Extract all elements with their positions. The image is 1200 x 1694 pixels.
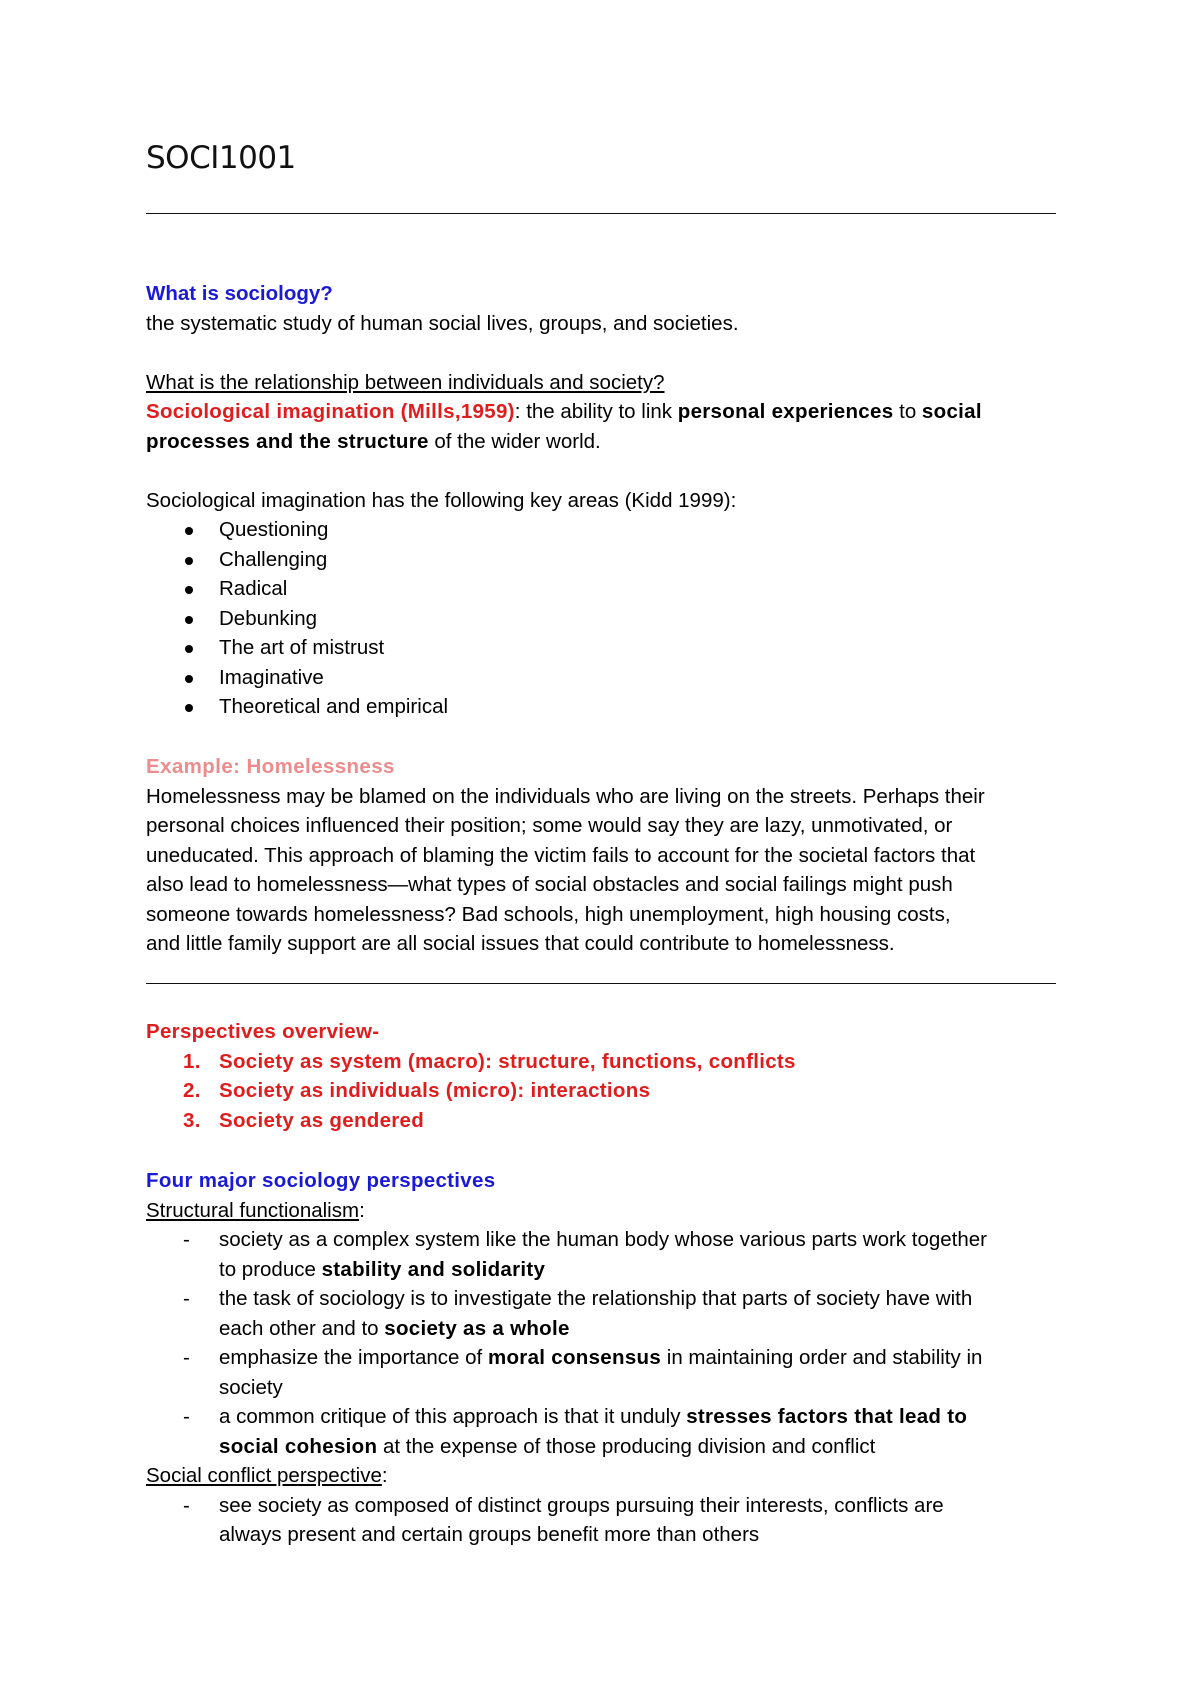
key-areas-list [146, 515, 1066, 722]
definition-text: the systematic study of human social lives, groups, and societies. [146, 311, 739, 335]
example-line: personal choices influenced their position; some would say they are lazy, unmotivated, or [146, 814, 953, 837]
section-perspectives-overview [146, 1017, 1066, 1135]
list-item: 1. Society as system (macro): structure, functions, conflicts [183, 1049, 796, 1073]
list-item: Imaginative [146, 663, 1066, 693]
perspectives-heading: Perspectives overview- [146, 1020, 380, 1043]
example-line: also lead to homelessness—what types of social obstacles and social failings might push [146, 873, 953, 896]
example-heading: Example: Homelessness [146, 755, 395, 778]
list-item: - society as a complex system like the human body whose various parts work together to produce stability and solidarity [183, 1228, 987, 1281]
list-item: Theoretical and empirical [146, 692, 1066, 722]
list-item: - a common critique of this approach is that it unduly stresses factors that lead to social cohesion at the expense of those producing division and conflict [183, 1405, 968, 1458]
imagination-line-2: processes and the structure of the wider world. [146, 429, 601, 453]
structural-list [146, 1225, 1066, 1461]
example-line: someone towards homelessness? Bad schools, high unemployment, high housing costs, [146, 902, 951, 926]
list-item: Debunking [146, 604, 1066, 634]
list-item: 2. Society as individuals (micro): interactions [183, 1079, 651, 1102]
divider [146, 213, 1056, 214]
imagination-line-1: Sociological imagination (Mills,1959): the ability to link personal experiences to social [146, 400, 982, 423]
list-item: Challenging [146, 545, 1066, 575]
example-line: and little family support are all social issues that could contribute to homelessness. [146, 932, 895, 955]
perspectives-list [146, 1047, 1066, 1136]
list-item: 3. Society as gendered [183, 1108, 425, 1132]
section-four-major [146, 1166, 1066, 1550]
section-example [146, 752, 1066, 959]
conflict-label: Social conflict perspective [146, 1464, 382, 1487]
four-major-heading: Four major sociology perspectives [146, 1169, 496, 1192]
structural-label: Structural functionalism [146, 1198, 360, 1222]
list-item: Questioning [146, 515, 1066, 545]
example-line: uneducated. This approach of blaming the victim fails to account for the societal factors that [146, 843, 976, 867]
conflict-label-line: Social conflict perspective: [146, 1464, 388, 1487]
conflict-list [146, 1491, 1066, 1550]
list-item: - emphasize the importance of moral consensus in maintaining order and stability in society [183, 1346, 983, 1399]
list-item: The art of mistrust [146, 633, 1066, 663]
list-item: Radical [146, 574, 1066, 604]
imagination-term: Sociological imagination (Mills,1959) [146, 400, 515, 423]
structural-label-line: Structural functionalism: [146, 1198, 365, 1222]
question-text: What is the relationship between individuals and society? [146, 370, 665, 394]
section-heading: What is sociology? [146, 282, 333, 305]
key-areas-intro: Sociological imagination has the following key areas (Kidd 1999): [146, 488, 737, 512]
page-title: SOCI1001 [146, 140, 296, 176]
list-item: - the task of sociology is to investigate the relationship that parts of society have with each other and to society as a whole [183, 1287, 973, 1340]
example-line: Homelessness may be blamed on the individuals who are living on the streets. Perhaps their [146, 784, 985, 808]
list-item: - see society as composed of distinct groups pursuing their interests, conflicts are always present and certain groups benefit more than others [183, 1493, 944, 1546]
divider [146, 983, 1056, 984]
section-what-is-sociology [146, 279, 1066, 722]
